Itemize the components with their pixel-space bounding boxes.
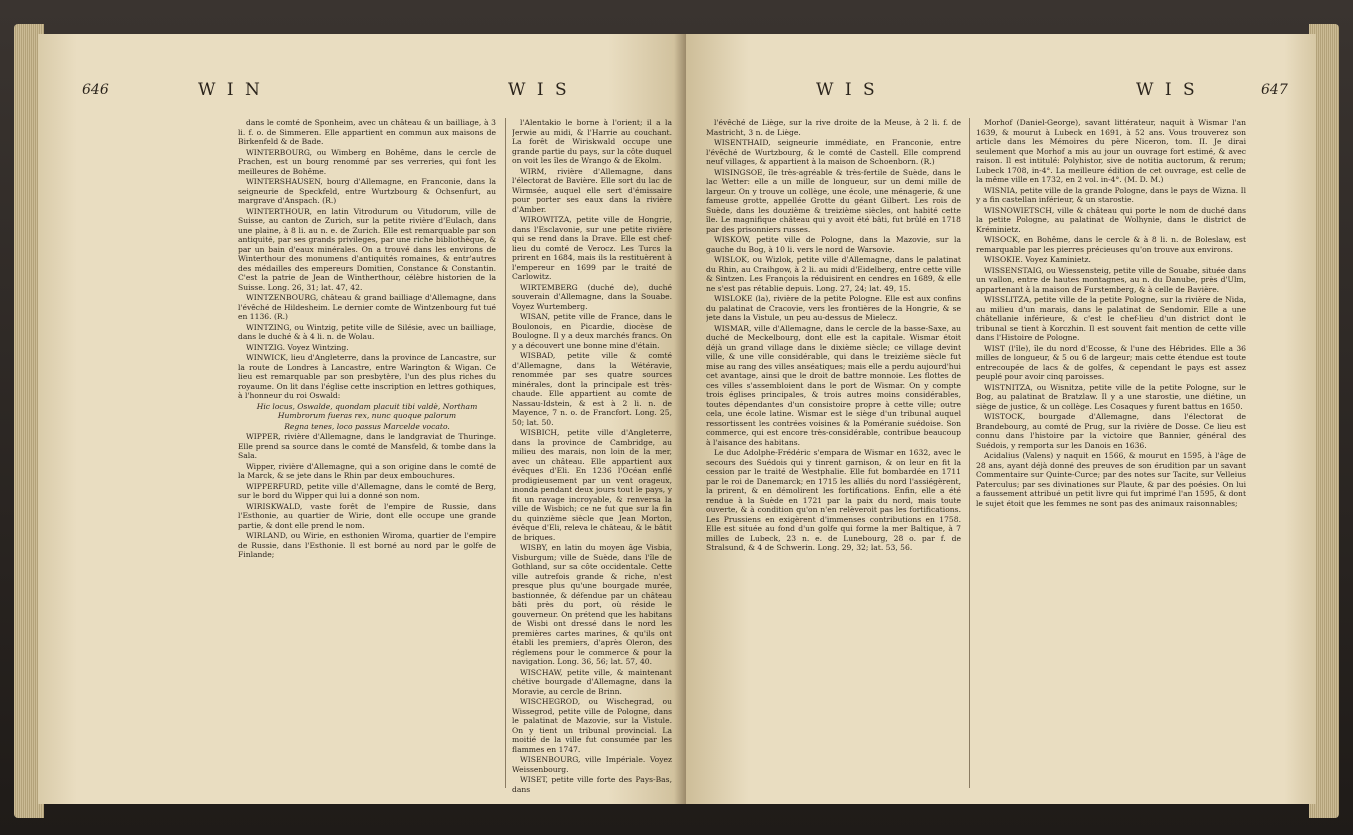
right-head-word-2: W I S: [1136, 80, 1198, 100]
entry-paragraph: WISLOK, ou Wizlok, petite ville d'Allemagne, dans le palatinat du Rhin, au Craihgow, à 2 li. au midi d'Eidelberg, entre cette ville & Sintzen. Les François la réduisirent en cendres en 1689, & elle ne s'est pas rétablie depuis. Long. 27, 24; lat. 49, 15.: [706, 255, 961, 293]
left-page: [38, 34, 686, 804]
entry-paragraph: Wipper, rivière d'Allemagne, qui a son origine dans le comté de la Marck, & se jete dans le Rhin par deux embouchures.: [238, 461, 496, 480]
entry-paragraph: WISTNITZA, ou Wisnitza, petite ville de la petite Pologne, sur le Bog, au palatinat de Bratzlaw. Il y a une starostie, une diétine, un siège de justice, & un collège. Les Cosaques y furent battus en 1650.: [976, 382, 1246, 411]
entry-paragraph: WINTZENBOURG, château & grand bailliage d'Allemagne, dans l'évêché de Hildesheim. Le dernier comte de Wintzenbourg fut tué en 1136. (R.): [238, 293, 496, 321]
entry-paragraph: WIPPER, rivière d'Allemagne, dans le landgraviat de Thuringe. Elle prend sa source dans le comté de Mansfeld, & tombe dans la Sala.: [238, 432, 496, 460]
entry-paragraph: WINTZIG. Voyez Wintzing.: [246, 342, 349, 352]
entry-paragraph: WIROWITZA, petite ville de Hongrie, dans l'Esclavonie, sur une petite rivière qui se rend dans la Drave. Elle est chef-lieu du comté de Verocz. Les Turcs la prirent en 1684, mais ils la restituèrent à l'empereur en 1699 par le traité de Carlowitz.: [512, 215, 672, 281]
right-page-column-2: [976, 118, 1246, 798]
entry-paragraph: WINTZING, ou Wintzig, petite ville de Silésie, avec un bailliage, dans le duché & à 4 li. n. de Wolau.: [238, 322, 496, 341]
open-book: [8, 14, 1345, 824]
entry-paragraph: l'évêché de Liège, sur la rive droite de la Meuse, à 2 li. f. de Mastricht, 3 n. de Liège.: [706, 118, 961, 137]
left-page-column-1: [238, 118, 496, 798]
entry-paragraph: l'Alentakio le borne à l'orient; il a la Jerwie au midi, & l'Harrie au couchant. La forêt de Wiriskwald occupe une grande partie du pays, sur la côte duquel on voit les îles de Wrango & de Ekolm.: [512, 118, 672, 165]
entry-paragraph: dans le comté de Sponheim, avec un château & un bailliage, à 3 li. f. o. de Simmeren. Elle appartient en commun aux maisons de Birkenfeld & de Bade.: [238, 118, 496, 146]
left-page-column-2: [512, 118, 672, 798]
entry-paragraph: WISOCK, en Bohême, dans le cercle & à 8 li. n. de Boleslaw, est remarquable par les pierres précieuses qu'on trouve aux environs.: [976, 235, 1246, 254]
page-number-right: 647: [1261, 82, 1288, 98]
entry-paragraph: WINTERBOURG, ou Wimberg en Bohême, dans le cercle de Prachen, est un bourg renommé par ses verreries, qui font les meilleures de Bohême.: [238, 147, 496, 176]
entry-paragraph: WISMAR, ville d'Allemagne, dans le cercle de la basse-Saxe, au duché de Meckelbourg, dont elle est la capitale. Wismar étoit déjà un grand village dans le dixième siècle; ce village devint ville, & une ville considérable, qui dans le treizième siècle fut mise au rang des villes anséatiques; mais elle a perdu aujourd'hui cet avantage, ainsi que le droit de battre monnoie. Les flottes de ces villes s'assembloient dans le port de Wismar. On y compte trois églises principales, & trois autres moins considérables, toutes dépendantes d'un consistoire propre à cette ville; outre cela, une école latine. Wismar est le siège d'un tribunal auquel ressortissent les contrées voisines & la Poméranie suédoise. Son commerce, qui est encore très-considérable, contribue beaucoup à l'aisance des habitans.: [706, 323, 961, 447]
entry-paragraph: Le duc Adolphe-Frédéric s'empara de Wismar en 1632, avec le secours des Suédois qui y tinrent garnison, & on leur en fit la cession par le traité de Westphalie. Elle fut bombardée en 1711 par le roi de Danemarck; en 1715 les alliés du nord l'assiégèrent, la prirent, & en démolirent les fortifications. Enfin, elle a été rendue à la Suède en 1721 par la paix du nord, mais toute ouverte, & à condition qu'on n'en relèveroit pas les fortifications. Les Prussiens en exigèrent d'immenses contributions en 1758. Elle est située au fond d'un golfe qui forme la mer Baltique, à 7 milles de Lubeck, 23 n. e. de Lunebourg, 28 o. par f. de Stralsund, & 4 de Schwerin. Long. 29, 32; lat. 53, 56.: [706, 448, 961, 552]
entry-paragraph: WISSENSTAIG, ou Wiessensteig, petite ville de Souabe, située dans un vallon, entre de hautes montagnes, au n. du Danube, près d'Ulm, appartenant à la maison de Furstemberg, & à celle de Bavière.: [976, 265, 1246, 294]
page-number-left: 646: [82, 82, 109, 98]
entry-paragraph: WINWICK, lieu d'Angleterre, dans la province de Lancastre, sur la route de Londres à Lancastre, entre Warington & Wigan. Ce lieu est remarquable par son presbytère, l'un des plus riches du royaume. On lit dans l'église cette inscription en lettres gothiques, à l'honneur du roi Oswald:: [238, 353, 496, 400]
entry-paragraph: WISAN, petite ville de France, dans le Boulonois, en Picardie, diocèse de Boulogne. Il y a deux marchés francs. On y a découvert une bonne mine d'étain.: [512, 312, 672, 350]
entry-paragraph: WISET, petite ville forte des Pays-Bas, dans: [512, 775, 672, 794]
entry-paragraph: WISCHEGROD, ou Wischegrad, ou Wissegrod, petite ville de Pologne, dans le palatinat de Mazovie, sur la Vistule. On y tient un tribunal provincial. La moitié de la ville fut consumée par les flammes en 1747.: [512, 697, 672, 754]
right-head-word-1: W I S: [816, 80, 878, 100]
entry-paragraph: Acidalius (Valens) y naquit en 1566, & mourut en 1595, à l'âge de 28 ans, ayant déjà donné des preuves de son érudition par un savant Commentaire sur Quinte-Curce; par des notes sur Tacite, sur Velleius Paterculus; par ses divinationes sur Plaute, & par des poésies. On lui a faussement attribué un petit livre qui fut imprimé l'an 1595, & dont le sujet étoit que les femmes ne sont pas des animaux raisonnables;: [976, 451, 1246, 508]
entry-paragraph: WINTERSHAUSEN, bourg d'Allemagne, en Franconie, dans la seigneurie de Speckfeld, entre Wurtzbourg & Ochsenfurt, au margrave d'Anspach. (R.): [238, 177, 496, 205]
entry-paragraph: Hic locus, Oswalde, quondam placuit tibi valdè, Northam Humbrorum fueras rex, nunc quoque palorum: [256, 401, 478, 420]
entry-paragraph: WISNIA, petite ville de la grande Pologne, dans le pays de Wizna. Il y a fin castellan inférieur, & un starostie.: [976, 185, 1246, 204]
entry-paragraph: WISCHAW, petite ville, & maintenant chétive bourgade d'Allemagne, dans la Moravie, au cercle de Brinn.: [512, 667, 672, 696]
entry-paragraph: WISBICH, petite ville d'Angleterre, dans la province de Cambridge, au milieu des marais, non loin de la mer, avec un château. Elle appartient aux évêques d'Eli. En 1236 l'Océan enflé prodigieusement par un vent orageux, inonda pendant deux jours tout le pays, y fit un ravage incroyable, & renversa la ville de Wisbich; ce ne fut que sur la fin du quinzième siècle que Jean Morton, évêque d'Eli, releva le château, & le bâtit de briques.: [512, 428, 672, 542]
entry-paragraph: WISKOW, petite ville de Pologne, dans la Mazovie, sur la gauche du Bog, à 10 li. vers le nord de Warsovie.: [706, 235, 961, 254]
entry-paragraph: Regna tenes, loco passus Marcelde vocato.: [284, 421, 450, 431]
left-head-word-1: W I N: [198, 80, 263, 100]
entry-paragraph: WISENTHAID, seigneurie immédiate, en Franconie, entre l'évêché de Wurtzbourg, & le comté de Castell. Elle comprend neuf villages, & appartient à la maison de Schoenborn. (R.): [706, 138, 961, 166]
left-head-word-2: W I S: [508, 80, 570, 100]
entry-paragraph: WIRLAND, ou Wirie, en esthonien Wiroma, quartier de l'empire de Russie, dans l'Esthonie. Il est borné au nord par le golfe de Finlande;: [238, 531, 496, 559]
left-running-head: [78, 80, 638, 102]
entry-paragraph: WISBY, en latin du moyen âge Visbia, Visburgum; ville de Suède, dans l'île de Gothland, sur sa côte occidentale. Cette ville autrefois grande & riche, n'est presque plus qu'une bourgade murée, bastionnée, & défendue par un château bâti près du port, où réside le gouverneur. On prétend que les habitans de Wisbi ont dressé dans le nord les premières cartes marines, & qu'ils ont établi les premiers, d'après Oleron, des réglemens pour le commerce & pour la navigation. Long. 36, 56; lat. 57, 40.: [512, 543, 672, 666]
entry-paragraph: WISLOKE (la), rivière de la petite Pologne. Elle est aux confins du palatinat de Cracovie, vers les frontières de la Hongrie, & se jete dans la Vistule, un peu au-dessus de Mielecz.: [706, 294, 961, 322]
entry-paragraph: WIPPERFURD, petite ville d'Allemagne, dans le comté de Berg, sur le bord du Wipper qui lui a donné son nom.: [238, 481, 496, 500]
right-page: [686, 34, 1316, 804]
entry-paragraph: WIST (l'île), île du nord d'Ecosse, & l'une des Hébrides. Elle a 36 milles de longueur, & 5 ou 6 de largeur; mais cette étendue est toute entrecoupée de lacs & de golfes, & cependant le pays est assez peuplé pour avoir cinq paroisses.: [976, 343, 1246, 381]
entry-paragraph: WIRTEMBERG (duché de), duché souverain d'Allemagne, dans la Souabe. Voyez Wurtemberg.: [512, 282, 672, 311]
entry-paragraph: WISTOCK, bourgade d'Allemagne, dans l'électorat de Brandebourg, au comté de Prug, sur la rivière de Dosse. Ce lieu est connu dans l'histoire par la victoire que Bannier, général des Suédois, y remporta sur les Danois en 1636.: [976, 412, 1246, 450]
entry-paragraph: WIRM, rivière d'Allemagne, dans l'électorat de Bavière. Elle sort du lac de Wirmsée, auquel elle sert d'émissaire pour porter ses eaux dans la rivière d'Amber.: [512, 166, 672, 214]
entry-paragraph: WISOKIE. Voyez Kaminietz.: [984, 255, 1091, 264]
entry-paragraph: WIRISKWALD, vaste forêt de l'empire de Russie, dans l'Esthonie, au quartier de Wirie, dont elle occupe une grande partie, & dont elle prend le nom.: [238, 501, 496, 530]
entry-paragraph: WISINGSOE, île très-agréable & très-fertile de Suède, dans le lac Wetter: elle a un mille de longueur, sur un demi mille de largeur. On y trouve un collège, une école, une ménagerie, & une fameuse grotte, appellée Grotte du géant Gilbert. Les rois de Suède, dans les douzième & treizième siècles, ont habité cette île. Le magnifique château qui y avoit été bâti, fut brûlé en 1718 par des prisonniers russes.: [706, 167, 961, 234]
right-page-column-1: [706, 118, 961, 798]
right-running-head: [716, 80, 1296, 102]
column-rule: [969, 118, 970, 788]
entry-paragraph: WISSLITZA, petite ville de la petite Pologne, sur la rivière de Nida, au milieu d'un marais, dans le palatinat de Sendomir. Elle a une châtellanie inférieure, & c'est le chef-lieu d'un district dont le tribunal se tient à Korczhin. Il est souvent fait mention de cette ville dans l'Histoire de Pologne.: [976, 295, 1246, 342]
entry-paragraph: WISNOWIETSCH, ville & château qui porte le nom de duché dans la petite Pologne, au palatinat de Wolhynie, dans le district de Kréminietz.: [976, 205, 1246, 234]
entry-paragraph: Morhof (Daniel-George), savant littérateur, naquit à Wismar l'an 1639, & mourut à Lubeck en 1691, à 52 ans. Vous trouverez son article dans les Mémoires du père Niceron, tom. II. Je dirai seulement que Morhof a mis au jour un ouvrage fort estimé, & avec raison. Il est intitulé: Polyhistor, sive de notitia auctorum, & rerum; Lubeck 1708, in-4°. La meilleure édition de cet ouvrage, est celle de la même ville en 1732, en 2 vol. in-4°. (M. D. M.): [976, 118, 1246, 184]
entry-paragraph: WINTERTHOUR, en latin Vitrodurum ou Vitudorum, ville de Suisse, au canton de Zurich, sur la petite rivière d'Eulach, dans une plaine, à 8 li. au n. e. de Zurich. Elle est remarquable par son antiquité, par ses grands privileges, par une riche bibliothèque, & par un bain d'eaux minérales. On a trouvé dans les environs de Winterthour des monumens d'antiquités romaines, & entr'autres des médailles des empereurs Domitien, Constance & Constantin. C'est la patrie de Jean de Wintherthour, célèbre historien de la Suisse. Long. 26, 31; lat. 47, 42.: [238, 206, 496, 292]
column-rule: [505, 118, 506, 788]
entry-paragraph: WISENBOURG, ville Impériale. Voyez Weissenbourg.: [512, 755, 672, 774]
entry-paragraph: WISBAD, petite ville & comté d'Allemagne, dans la Wétéravie, renommée par ses quatre sources minérales, dont la principale est très-chaude. Elle appartient au comte de Nassau-Idstein, & est à 2 li. n. de Mayence, 7 n. o. de Francfort. Long. 25, 50; lat. 50.: [512, 351, 672, 427]
